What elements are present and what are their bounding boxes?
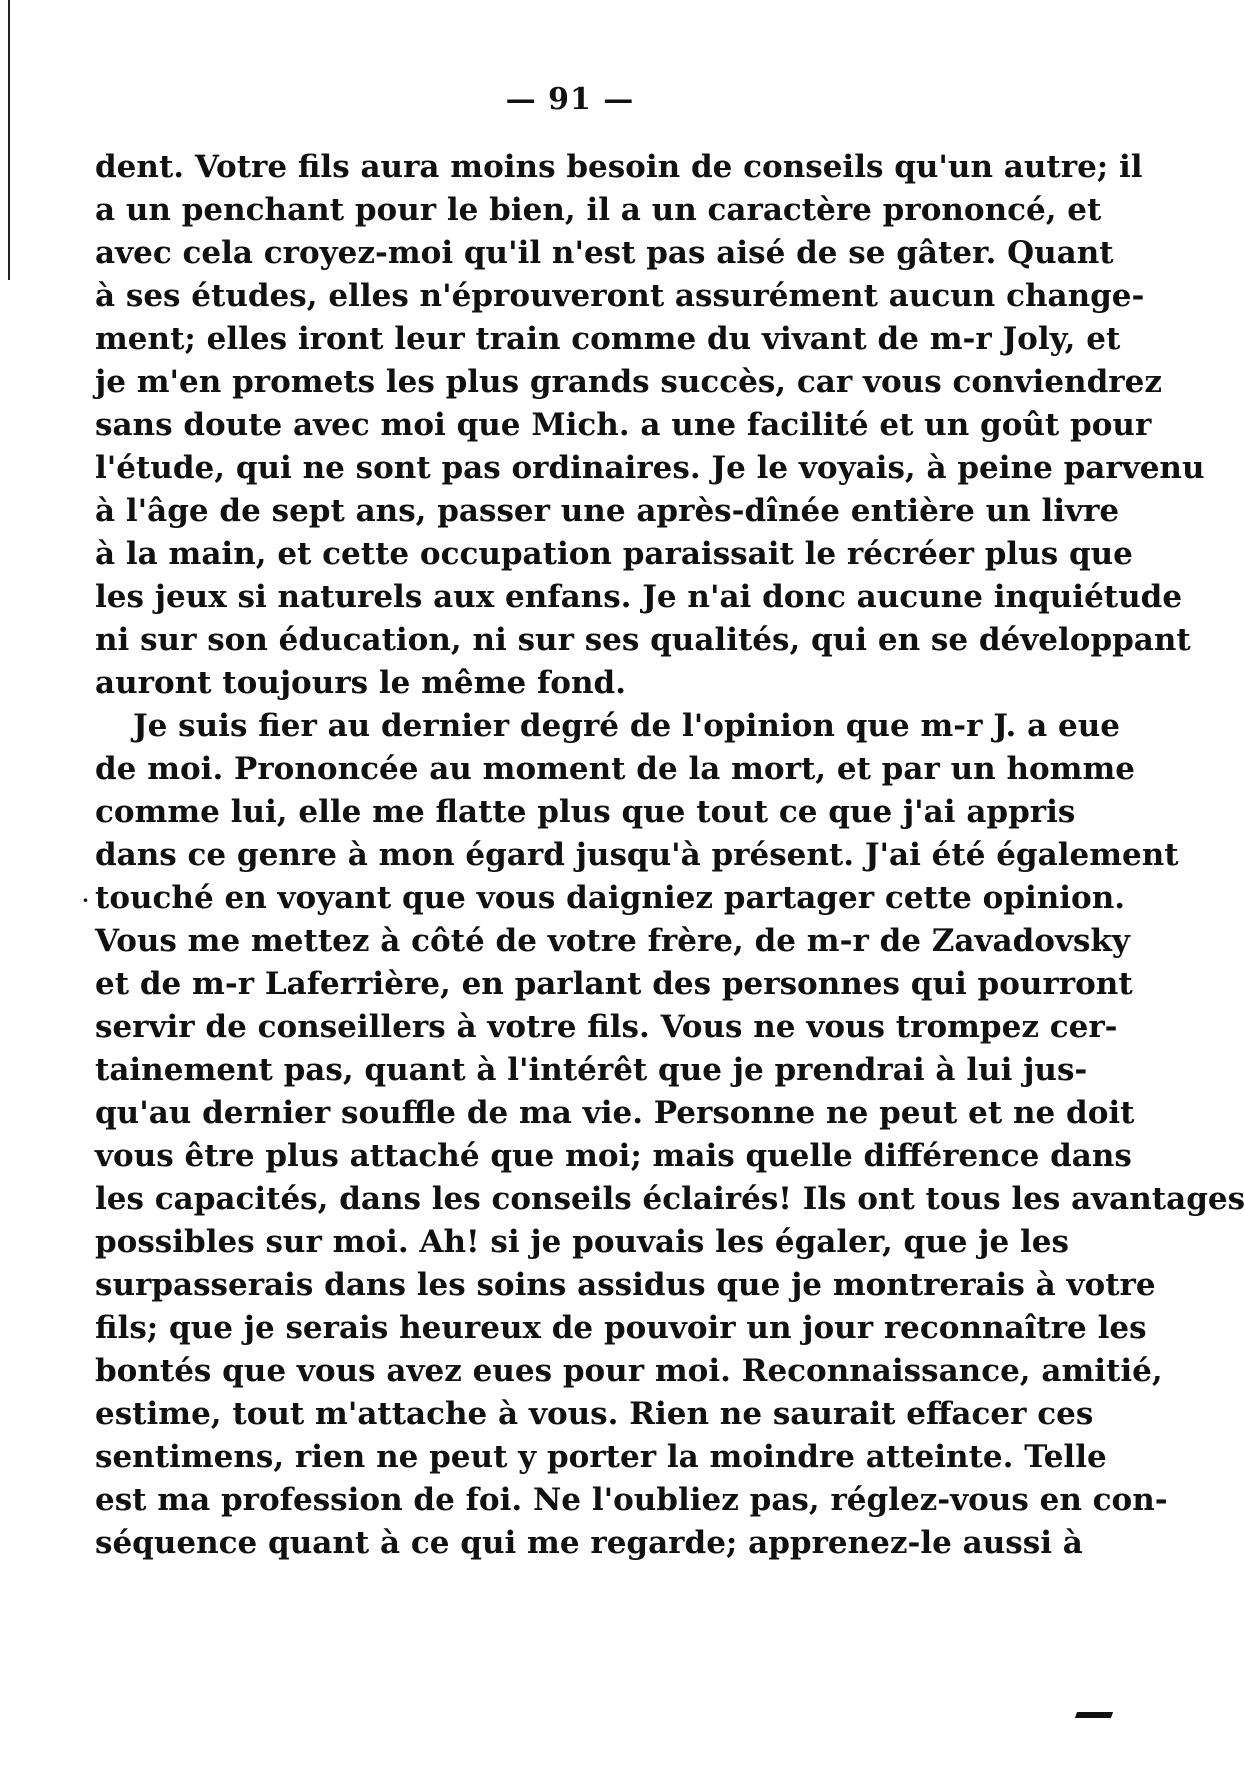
- text-line: estime, tout m'attache à vous. Rien ne saurait effacer ces: [95, 1396, 1094, 1432]
- page-edge-rule: [8, 0, 10, 280]
- text-line: je m'en promets les plus grands succès, car vous conviendrez: [95, 364, 1162, 400]
- text-line: les capacités, dans les conseils éclairés! Ils ont tous les avantages: [95, 1181, 1245, 1217]
- text-line: les jeux si naturels aux enfans. Je n'ai donc aucune inquiétude: [95, 579, 1183, 615]
- text-line: séquence quant à ce qui me regarde; apprenez-le aussi à: [95, 1525, 1083, 1561]
- text-line: à l'âge de sept ans, passer une après-dînée entière un livre: [95, 493, 1120, 529]
- text-line: bontés que vous avez eues pour moi. Reconnaissance, amitié,: [95, 1353, 1163, 1389]
- text-line: dent. Votre fils aura moins besoin de conseils qu'un autre; il: [95, 149, 1143, 185]
- text-line: touché en voyant que vous daigniez partager cette opinion.: [95, 880, 1126, 916]
- text-line: Je suis fier au dernier degré de l'opinion que m-r J. a eue: [133, 708, 1120, 744]
- text-line: servir de conseillers à votre fils. Vous ne vous trompez cer-: [95, 1009, 1118, 1045]
- text-line: sans doute avec moi que Mich. a une facilité et un goût pour: [95, 407, 1152, 443]
- text-line: comme lui, elle me flatte plus que tout ce que j'ai appris: [95, 794, 1076, 830]
- text-line: auront toujours le même fond.: [95, 665, 626, 701]
- body-text: [95, 146, 1245, 1565]
- text-line: avec cela croyez-moi qu'il n'est pas aisé de se gâter. Quant: [95, 235, 1114, 271]
- text-line: à la main, et cette occupation paraissait le récréer plus que: [95, 536, 1133, 572]
- text-line: dans ce genre à mon égard jusqu'à présent. J'ai été également: [95, 837, 1179, 873]
- text-line: à ses études, elles n'éprouveront assurément aucun change-: [95, 278, 1145, 314]
- text-line: ment; elles iront leur train comme du vivant de m-r Joly, et: [95, 321, 1121, 357]
- text-line: Vous me mettez à côté de votre frère, de m-r de Zavadovsky: [95, 923, 1130, 959]
- page-number: — 91 —: [505, 82, 635, 117]
- text-line: ni sur son éducation, ni sur ses qualités, qui en se développant: [95, 622, 1191, 658]
- text-line: sentimens, rien ne peut y porter la moindre atteinte. Telle: [95, 1439, 1107, 1475]
- text-line: surpasserais dans les soins assidus que je montrerais à votre: [95, 1267, 1156, 1303]
- text-line: tainement pas, quant à l'intérêt que je prendrai à lui jus-: [95, 1052, 1088, 1088]
- margin-mark: ·: [82, 888, 89, 912]
- text-line: de moi. Prononcée au moment de la mort, et par un homme: [95, 751, 1135, 787]
- text-line: l'étude, qui ne sont pas ordinaires. Je le voyais, à peine parvenu: [95, 450, 1205, 486]
- corner-ink-mark: [1075, 1712, 1113, 1718]
- text-line: vous être plus attaché que moi; mais quelle différence dans: [95, 1138, 1132, 1174]
- text-line: possibles sur moi. Ah! si je pouvais les égaler, que je les: [95, 1224, 1069, 1260]
- text-line: qu'au dernier souffle de ma vie. Personne ne peut et ne doit: [95, 1095, 1135, 1131]
- text-line: est ma profession de foi. Ne l'oubliez pas, réglez-vous en con-: [95, 1482, 1168, 1518]
- text-line: fils; que je serais heureux de pouvoir un jour reconnaître les: [95, 1310, 1147, 1346]
- text-line: et de m-r Laferrière, en parlant des personnes qui pourront: [95, 966, 1133, 1002]
- text-line: a un penchant pour le bien, il a un caractère prononcé, et: [95, 192, 1102, 228]
